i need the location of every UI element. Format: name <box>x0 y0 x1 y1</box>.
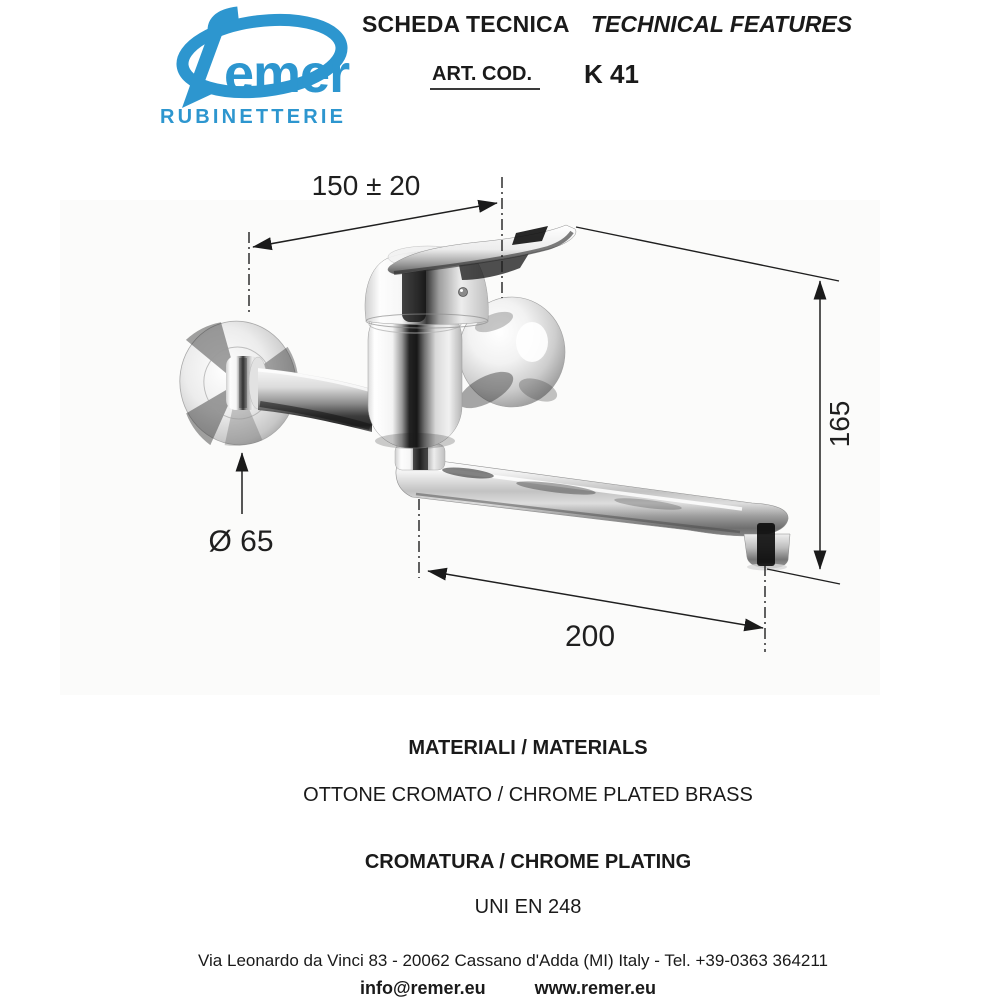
logo-brand-text: emer <box>224 44 350 104</box>
footer-contacts <box>0 978 1000 999</box>
dim-label-diameter: Ø 65 <box>208 525 274 558</box>
art-code-value: K 41 <box>584 59 639 89</box>
dim-label-150: 150 ± 20 <box>311 170 421 201</box>
logo-subtitle: RUBINETTERIE <box>160 106 347 128</box>
materials-value: OTTONE CROMATO / CHROME PLATED BRASS <box>303 784 753 806</box>
materials-heading: MATERIALI / MATERIALS <box>408 737 648 759</box>
title-english: TECHNICAL FEATURES <box>591 11 853 37</box>
footer-email: info@remer.eu <box>360 978 486 998</box>
art-code-label: ART. COD. <box>430 63 540 90</box>
chrome-plating-heading: CROMATURA / CHROME PLATING <box>364 851 692 873</box>
dim-label-200: 200 <box>564 620 616 653</box>
title-italian: SCHEDA TECNICA <box>362 11 570 37</box>
footer-address: Via Leonardo da Vinci 83 - 20062 Cassano d'Adda (MI) Italy - Tel. +39-0363 364211 <box>198 951 828 970</box>
chrome-plating-standard: UNI EN 248 <box>474 896 582 918</box>
dim-label-165: 165 <box>824 400 855 448</box>
footer-website: www.remer.eu <box>534 978 656 998</box>
handle-screw <box>459 288 468 297</box>
